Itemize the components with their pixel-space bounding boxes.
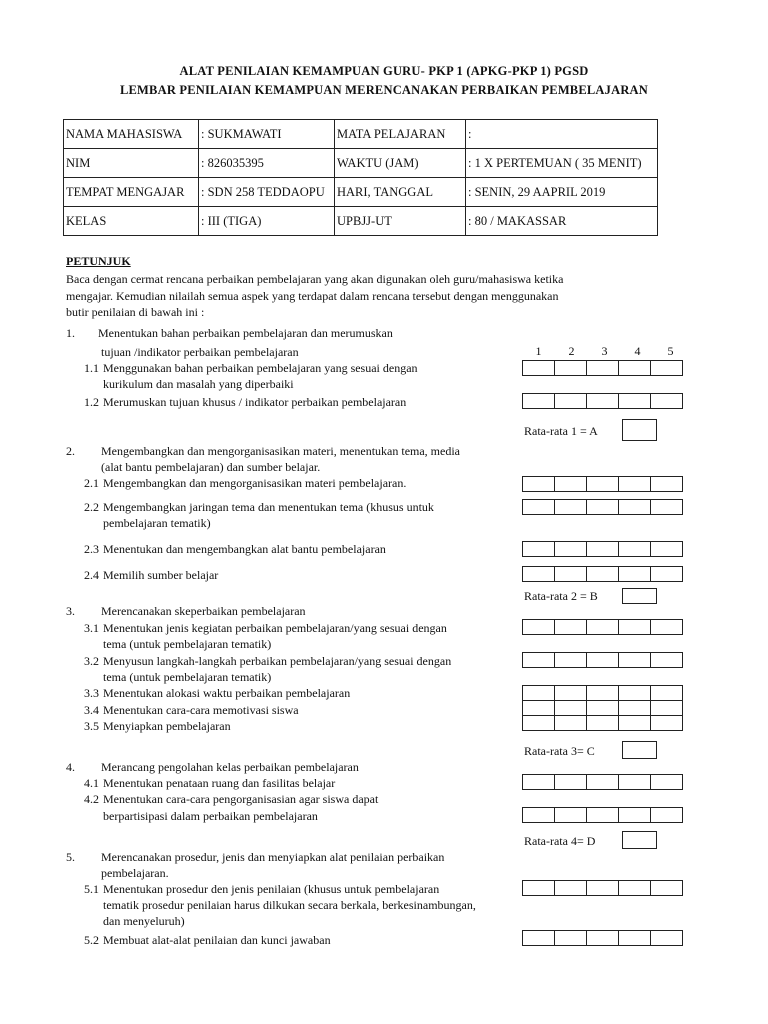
score-box[interactable] bbox=[650, 652, 683, 668]
score-box[interactable] bbox=[522, 566, 555, 582]
table-row bbox=[64, 149, 658, 178]
item-number: 1.2 bbox=[84, 395, 99, 409]
score-box[interactable] bbox=[586, 541, 619, 557]
score-box[interactable] bbox=[650, 360, 683, 376]
score-box[interactable] bbox=[650, 541, 683, 557]
item-number: 2.1 bbox=[84, 476, 99, 490]
score-box[interactable] bbox=[618, 393, 651, 409]
score-boxes bbox=[522, 685, 683, 701]
score-box[interactable] bbox=[586, 393, 619, 409]
item-text: Menentukan jenis kegiatan perbaikan pembelajaran/yang sesuai dengan bbox=[103, 621, 447, 635]
score-box[interactable] bbox=[554, 930, 587, 946]
item-text: kurikulum dan masalah yang diperbaiki bbox=[103, 377, 294, 391]
document-subtitle: LEMBAR PENILAIAN KEMAMPUAN MERENCANAKAN PERBAIKAN PEMBELAJARAN bbox=[119, 83, 649, 97]
item-text: Menyiapkan pembelajaran bbox=[103, 719, 231, 733]
average-label: Rata-rata 4= D bbox=[524, 834, 596, 848]
score-box[interactable] bbox=[618, 566, 651, 582]
average-label: Rata-rata 2 = B bbox=[524, 589, 598, 603]
item-text: Membuat alat-alat penilaian dan kunci jawaban bbox=[103, 933, 331, 947]
score-boxes bbox=[522, 499, 683, 515]
score-box[interactable] bbox=[554, 685, 587, 701]
score-box[interactable] bbox=[618, 499, 651, 515]
score-box[interactable] bbox=[586, 499, 619, 515]
section-number: 4. bbox=[66, 760, 75, 774]
score-box[interactable] bbox=[650, 566, 683, 582]
item-text: Menentukan penataan ruang dan fasilitas belajar bbox=[103, 776, 336, 790]
score-box[interactable] bbox=[586, 715, 619, 731]
item-text: pembelajaran tematik) bbox=[103, 516, 211, 530]
info-table bbox=[63, 119, 658, 236]
item-text: tema (untuk pembelajaran tematik) bbox=[103, 637, 272, 651]
item-number: 2.2 bbox=[84, 500, 99, 514]
item-number: 1.1 bbox=[84, 361, 99, 375]
score-box[interactable] bbox=[522, 774, 555, 790]
score-box[interactable] bbox=[586, 619, 619, 635]
item-number: 2.3 bbox=[84, 542, 99, 556]
score-box[interactable] bbox=[586, 700, 619, 716]
item-number: 3.3 bbox=[84, 686, 99, 700]
item-text: Menentukan cara-cara memotivasi siswa bbox=[103, 703, 299, 717]
score-boxes bbox=[522, 541, 683, 557]
item-text: tematik prosedur penilaian harus dilkukan secara berkala, berkesinambungan, bbox=[103, 898, 476, 912]
value-tempat: : SDN 258 TEDDAOPU bbox=[199, 178, 335, 207]
score-boxes bbox=[522, 360, 683, 376]
item-text: Memilih sumber belajar bbox=[103, 568, 219, 582]
score-boxes bbox=[522, 807, 683, 823]
score-box[interactable] bbox=[650, 619, 683, 635]
item-text: berpartisipasi dalam perbaikan pembelajaran bbox=[103, 809, 318, 823]
score-box[interactable] bbox=[522, 700, 555, 716]
section-number: 1. bbox=[66, 326, 75, 340]
item-number: 3.4 bbox=[84, 703, 99, 717]
section-number: 3. bbox=[66, 604, 75, 618]
section-title: Menentukan bahan perbaikan pembelajaran dan merumuskan bbox=[98, 326, 393, 340]
document-title: ALAT PENILAIAN KEMAMPUAN GURU- PKP 1 (APKG-PKP 1) PGSD bbox=[179, 64, 589, 78]
score-box[interactable] bbox=[522, 360, 555, 376]
score-boxes bbox=[522, 700, 683, 716]
item-number: 5.2 bbox=[84, 933, 99, 947]
table-row bbox=[64, 178, 658, 207]
item-number: 4.1 bbox=[84, 776, 99, 790]
score-box[interactable] bbox=[522, 619, 555, 635]
score-box[interactable] bbox=[522, 880, 555, 896]
score-box[interactable] bbox=[650, 700, 683, 716]
score-boxes bbox=[522, 652, 683, 668]
section-number: 5. bbox=[66, 850, 75, 864]
label-upbjj: UPBJJ-UT bbox=[335, 207, 466, 236]
value-waktu: : 1 X PERTEMUAN ( 35 MENIT) bbox=[466, 149, 658, 178]
score-box[interactable] bbox=[554, 619, 587, 635]
label-kelas: KELAS bbox=[64, 207, 199, 236]
score-box[interactable] bbox=[650, 499, 683, 515]
score-box[interactable] bbox=[554, 700, 587, 716]
scale-5: 5 bbox=[667, 344, 674, 358]
label-waktu: WAKTU (JAM) bbox=[335, 149, 466, 178]
section-title: Merencanakan skeperbaikan pembelajaran bbox=[101, 604, 306, 618]
score-box[interactable] bbox=[522, 930, 555, 946]
score-box[interactable] bbox=[554, 774, 587, 790]
score-box[interactable] bbox=[554, 880, 587, 896]
score-box[interactable] bbox=[586, 774, 619, 790]
value-hari: : SENIN, 29 AAPRIL 2019 bbox=[466, 178, 658, 207]
petunjuk-line: mengajar. Kemudian nilailah semua aspek yang terdapat dalam rencana tersebut dengan menggunakan bbox=[66, 289, 559, 303]
item-text: Mengembangkan jaringan tema dan menentukan tema (khusus untuk bbox=[103, 500, 434, 514]
section-title: (alat bantu pembelajaran) dan sumber belajar. bbox=[101, 460, 321, 474]
item-text: Menentukan prosedur den jenis penilaian (khusus untuk pembelajaran bbox=[103, 882, 440, 896]
score-boxes bbox=[522, 880, 683, 896]
petunjuk-heading: PETUNJUK bbox=[66, 254, 131, 268]
section-title: tujuan /indikator perbaikan pembelajaran bbox=[101, 345, 299, 359]
score-box[interactable] bbox=[554, 393, 587, 409]
value-mapel: : bbox=[466, 120, 658, 149]
average-box[interactable] bbox=[622, 741, 657, 759]
score-box[interactable] bbox=[586, 685, 619, 701]
scale-4: 4 bbox=[634, 344, 641, 358]
scale-3: 3 bbox=[601, 344, 608, 358]
section-title: pembelajaran. bbox=[101, 866, 169, 880]
petunjuk-line: butir penilaian di bawah ini : bbox=[66, 305, 205, 319]
score-boxes bbox=[522, 566, 683, 582]
item-text: Menentukan cara-cara pengorganisasian agar siswa dapat bbox=[103, 792, 379, 806]
score-box[interactable] bbox=[650, 880, 683, 896]
label-nama: NAMA MAHASISWA bbox=[64, 120, 199, 149]
score-box[interactable] bbox=[618, 619, 651, 635]
score-box[interactable] bbox=[554, 499, 587, 515]
score-box[interactable] bbox=[586, 566, 619, 582]
score-boxes bbox=[522, 476, 683, 492]
score-box[interactable] bbox=[586, 476, 619, 492]
item-text: Menentukan dan mengembangkan alat bantu pembelajaran bbox=[103, 542, 386, 556]
score-boxes bbox=[522, 393, 683, 409]
average-label: Rata-rata 1 = A bbox=[524, 424, 598, 438]
item-number: 3.5 bbox=[84, 719, 99, 733]
label-nim: NIM bbox=[64, 149, 199, 178]
score-box[interactable] bbox=[522, 476, 555, 492]
score-box[interactable] bbox=[618, 652, 651, 668]
score-box[interactable] bbox=[618, 774, 651, 790]
label-mapel: MATA PELAJARAN bbox=[335, 120, 466, 149]
score-box[interactable] bbox=[522, 715, 555, 731]
score-box[interactable] bbox=[522, 807, 555, 823]
label-tempat: TEMPAT MENGAJAR bbox=[64, 178, 199, 207]
item-number: 3.2 bbox=[84, 654, 99, 668]
average-box[interactable] bbox=[622, 831, 657, 849]
item-text: Mengembangkan dan mengorganisasikan materi pembelajaran. bbox=[103, 476, 407, 490]
score-boxes bbox=[522, 715, 683, 731]
section-title: Mengembangkan dan mengorganisasikan materi, menentukan tema, media bbox=[101, 444, 460, 458]
table-row bbox=[64, 207, 658, 236]
value-upbjj: : 80 / MAKASSAR bbox=[466, 207, 658, 236]
score-box[interactable] bbox=[554, 807, 587, 823]
item-number: 3.1 bbox=[84, 621, 99, 635]
score-box[interactable] bbox=[618, 476, 651, 492]
score-box[interactable] bbox=[554, 715, 587, 731]
score-box[interactable] bbox=[650, 715, 683, 731]
table-row bbox=[64, 120, 658, 149]
scale-2: 2 bbox=[568, 344, 575, 358]
score-box[interactable] bbox=[586, 807, 619, 823]
scale-1: 1 bbox=[535, 344, 542, 358]
item-number: 5.1 bbox=[84, 882, 99, 896]
score-box[interactable] bbox=[618, 930, 651, 946]
score-box[interactable] bbox=[618, 360, 651, 376]
value-nim: : 826035395 bbox=[199, 149, 335, 178]
item-text: Menggunakan bahan perbaikan pembelajaran yang sesuai dengan bbox=[103, 361, 418, 375]
value-nama: : SUKMAWATI bbox=[199, 120, 335, 149]
item-text: Menentukan alokasi waktu perbaikan pembelajaran bbox=[103, 686, 351, 700]
score-box[interactable] bbox=[618, 541, 651, 557]
score-box[interactable] bbox=[650, 807, 683, 823]
score-box[interactable] bbox=[618, 807, 651, 823]
score-box[interactable] bbox=[650, 476, 683, 492]
score-box[interactable] bbox=[522, 393, 555, 409]
score-boxes bbox=[522, 930, 683, 946]
item-text: tema (untuk pembelajaran tematik) bbox=[103, 670, 272, 684]
section-number: 2. bbox=[66, 444, 75, 458]
score-boxes bbox=[522, 619, 683, 635]
score-box[interactable] bbox=[554, 566, 587, 582]
average-label: Rata-rata 3= C bbox=[524, 744, 595, 758]
label-hari: HARI, TANGGAL bbox=[335, 178, 466, 207]
score-box[interactable] bbox=[554, 652, 587, 668]
petunjuk-line: Baca dengan cermat rencana perbaikan pembelajaran yang akan digunakan oleh guru/mahasiswa ketika bbox=[66, 272, 564, 286]
score-box[interactable] bbox=[618, 715, 651, 731]
score-boxes bbox=[522, 774, 683, 790]
score-box[interactable] bbox=[554, 476, 587, 492]
item-text: Merumuskan tujuan khusus / indikator perbaikan pembelajaran bbox=[103, 395, 407, 409]
score-box[interactable] bbox=[618, 700, 651, 716]
value-kelas: : III (TIGA) bbox=[199, 207, 335, 236]
score-box[interactable] bbox=[650, 930, 683, 946]
score-box[interactable] bbox=[522, 652, 555, 668]
item-number: 2.4 bbox=[84, 568, 99, 582]
section-title: Merencanakan prosedur, jenis dan menyiapkan alat penilaian perbaikan bbox=[101, 850, 445, 864]
score-box[interactable] bbox=[650, 393, 683, 409]
score-box[interactable] bbox=[618, 685, 651, 701]
score-box[interactable] bbox=[650, 685, 683, 701]
score-box[interactable] bbox=[586, 930, 619, 946]
score-box[interactable] bbox=[586, 880, 619, 896]
score-box[interactable] bbox=[618, 880, 651, 896]
section-title: Merancang pengolahan kelas perbaikan pembelajaran bbox=[101, 760, 359, 774]
score-box[interactable] bbox=[554, 360, 587, 376]
average-box[interactable] bbox=[622, 419, 657, 441]
score-box[interactable] bbox=[650, 774, 683, 790]
score-box[interactable] bbox=[554, 541, 587, 557]
score-box[interactable] bbox=[522, 541, 555, 557]
item-text: dan menyeluruh) bbox=[103, 914, 185, 928]
score-box[interactable] bbox=[522, 499, 555, 515]
item-number: 4.2 bbox=[84, 792, 99, 806]
score-box[interactable] bbox=[586, 360, 619, 376]
score-box[interactable] bbox=[522, 685, 555, 701]
item-text: Menyusun langkah-langkah perbaikan pembelajaran/yang sesuai dengan bbox=[103, 654, 452, 668]
average-box[interactable] bbox=[622, 588, 657, 604]
score-box[interactable] bbox=[586, 652, 619, 668]
